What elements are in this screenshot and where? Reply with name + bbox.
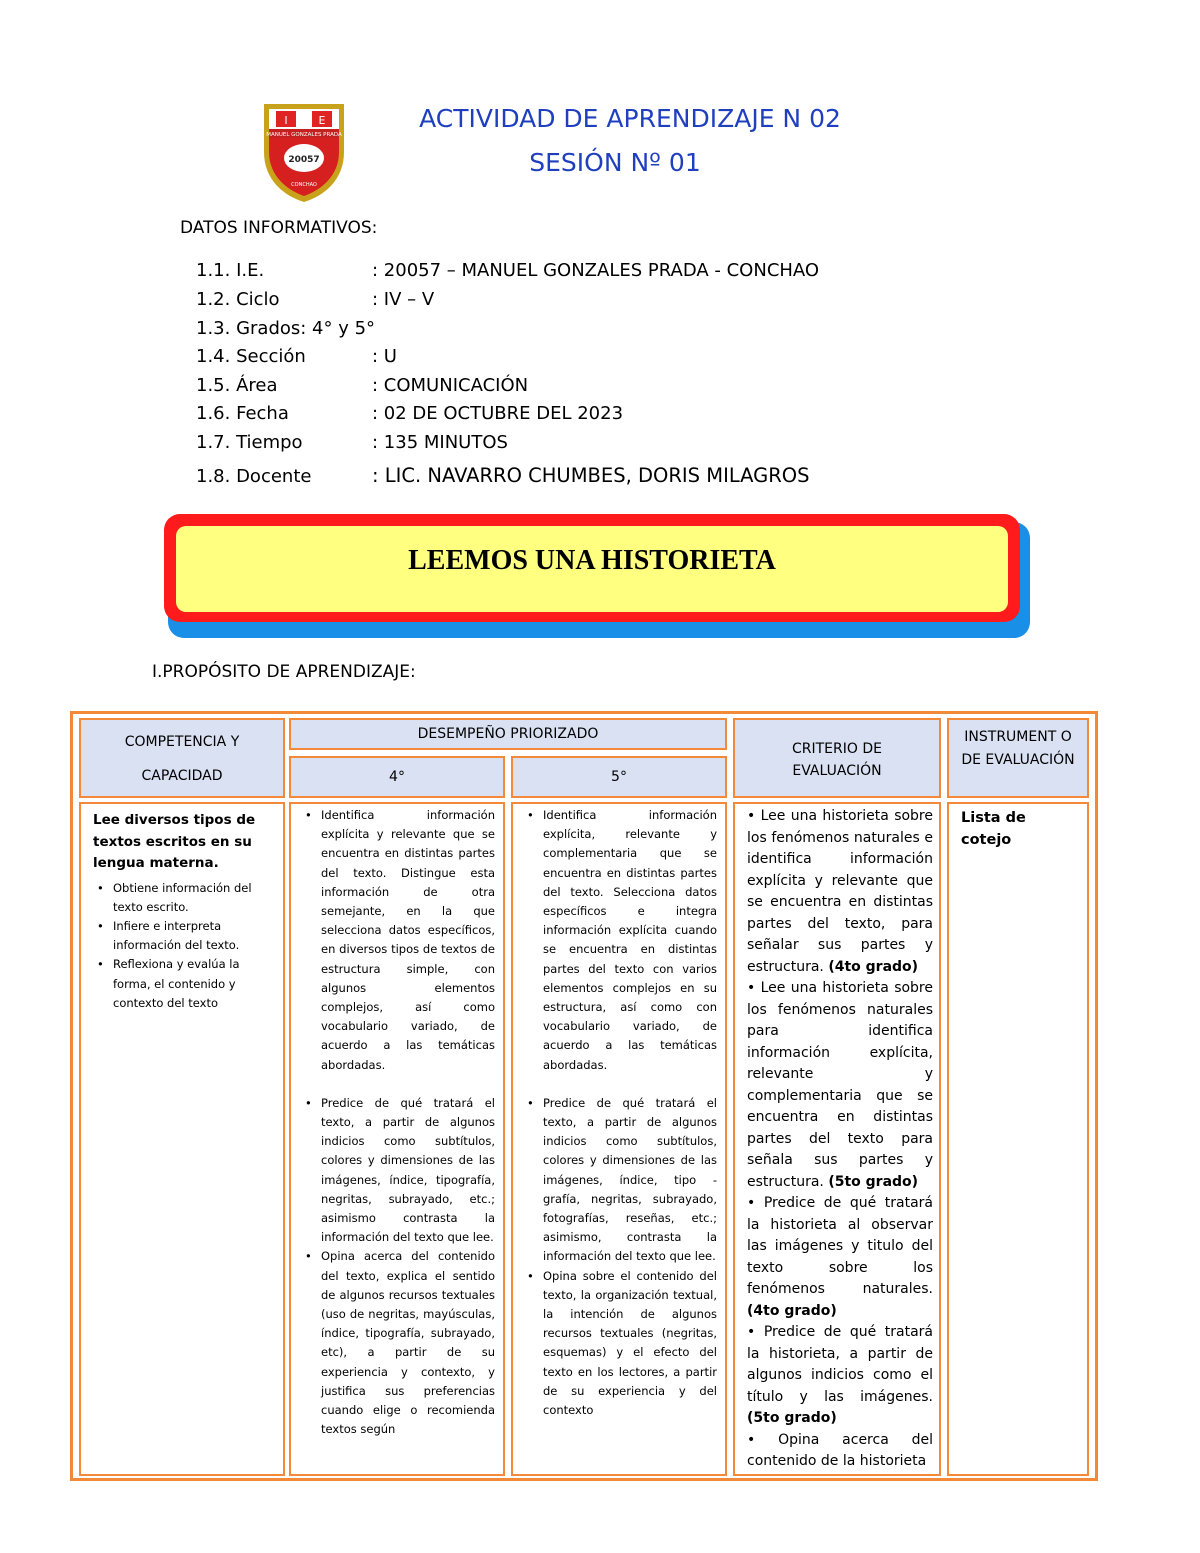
logo-letter-i: I [284, 114, 288, 127]
desempeno-item: • Identifica información explícita y relevante que se encuentra en distintas partes del texto. Distingue esta información de otra semejante, en la que selecciona datos específicos, en diversos tipos de textos de estructura simple, con algunos elementos complejos, así como vocabulario variado, de acuerdo a las temáticas abordadas. [321, 806, 495, 1075]
capacidades-list [93, 879, 273, 1013]
info-label: 1.5. Área [196, 375, 278, 396]
info-label: 1.6. Fecha [196, 403, 289, 424]
desempeno-5-list [523, 806, 717, 1420]
criterio-item: • Predice de qué tratará la historieta, a partir de algunos indicios como el título y las imágenes. (5to grado) [747, 1324, 934, 1426]
header-competencia [79, 718, 285, 798]
competencia-title: Lee diversos tipos de textos escritos en su lengua materna. [93, 812, 256, 871]
info-label: 1.3. Grados: 4° y 5° [196, 318, 376, 339]
criterio-text: Lee una historieta sobre los fenómenos naturales e identifica información explícita y relevante que se encuentra en distintas partes del texto, para señalar sus partes y estructura. [747, 808, 933, 975]
header-criterio: CRITERIO DE EVALUACIÓN [733, 718, 941, 798]
criterio-item: • Lee una historieta sobre los fenómenos naturales para identifica información explícita, relevante y complementaria que se encuentra en distintas partes del texto para señala sus partes y estructura. (5to grado) [747, 980, 933, 1190]
criterio-grade: (4to grado) [828, 958, 919, 975]
capacidad-item: • Infiere e interpreta información del texto. [113, 917, 273, 955]
criterio-text: Predice de qué tratará la historieta, a partir de algunos indicios como el título y las imágenes. [747, 1324, 934, 1405]
logo-place: CONCHAO [291, 182, 317, 188]
desempeno-item: • Predice de qué tratará el texto, a partir de algunos indicios como subtítulos, colores y dimensiones de las imágenes, índice, tipografía, negritas, subrayado, etc.; asimismo contrasta la información del texto que lee. [321, 1094, 495, 1248]
info-value: : 02 DE OCTUBRE DEL 2023 [372, 403, 624, 424]
capacidad-item: • Reflexiona y evalúa la forma, el contenido y contexto del texto [113, 955, 273, 1013]
info-label: 1.2. Ciclo [196, 289, 280, 310]
header-competencia-line1: COMPETENCIA Y [124, 734, 240, 750]
criterio-item: • Opina acerca del contenido de la historieta [747, 1431, 933, 1469]
info-value: : 135 MINUTOS [372, 432, 508, 453]
school-logo [258, 100, 350, 204]
info-label: 1.7. Tiempo [196, 432, 303, 453]
criterio-grade: (5to grado) [747, 1410, 837, 1426]
criterio-grade: (5to grado) [828, 1173, 919, 1190]
logo-letter-e: E [318, 114, 326, 127]
cell-criterios [733, 802, 941, 1476]
desempeno-item: • Opina acerca del contenido del texto, explica el sentido de algunos recursos textuales (uso de negritas, mayúsculas, índice, tipografía, subrayado, etc), a partir de su experiencia y contexto, y justifica sus preferencias cuando elige o recomienda textos según [321, 1247, 495, 1439]
criterio-text: Lee una historieta sobre los fenómenos naturales para identifica información explícita, relevante y complementaria que se encuentra en distintas partes del texto para señala sus partes y estructura. [747, 980, 933, 1190]
session-title: SESIÓN Nº 01 [529, 148, 701, 177]
info-label: 1.1. I.E. [196, 260, 265, 281]
info-value: : U [372, 346, 397, 367]
criterio-text: Opina acerca del contenido de la historieta [747, 1431, 933, 1469]
logo-number: 20057 [288, 155, 320, 165]
info-value: : 20057 – MANUEL GONZALES PRADA - CONCHAO [372, 260, 820, 281]
criterio-item: • Predice de qué tratará la historieta al observar las imágenes y titulo del texto sobre los fenómenos naturales. (4to grado) [747, 1195, 934, 1319]
info-value: : LIC. NAVARRO CHUMBES, DORIS MILAGROS [372, 464, 810, 487]
desempeno-item: • Identifica información explícita, relevante y complementaria que se encuentra en distintas partes del texto. Selecciona datos específicos e integra información explícita cuando se encuentra en distintas partes del texto con varios elementos complejos en su estructura, así como con vocabulario variado, de acuerdo a las temáticas abordadas. [543, 806, 717, 1075]
info-value: : COMUNICACIÓN [372, 375, 529, 396]
capacidad-item: • Obtiene información del texto escrito. [113, 879, 273, 917]
header-grado-4: 4° [289, 756, 505, 798]
desempeno-4-list [301, 806, 495, 1440]
header-desempeno: DESEMPEÑO PRIORIZADO [289, 718, 727, 750]
logo-school-name: MANUEL GONZALES PRADA [266, 132, 342, 138]
desempeno-item: • Opina sobre el contenido del texto, la organización textual, la intención de algunos recursos textuales (negritas, esquemas) y el efecto del texto en los lectores, a partir de su experiencia y del contexto [543, 1267, 717, 1421]
info-label: 1.8. Docente [196, 466, 312, 487]
session-banner-title: LEEMOS UNA HISTORIETA [408, 545, 776, 576]
cell-competencia [79, 802, 285, 1476]
info-label: 1.4. Sección [196, 346, 306, 367]
criterio-item: • Lee una historieta sobre los fenómenos naturales e identifica información explícita y relevante que se encuentra en distintas partes del texto, para señalar sus partes y estructura. (4to grado) [747, 808, 933, 975]
cell-desempeno-5 [511, 802, 727, 1476]
instrumento-value: Lista de cotejo [961, 810, 1026, 848]
desempeno-item: • Predice de qué tratará el texto, a partir de algunos indicios como subtítulos, colores y dimensiones de las imágenes, índice, tipo - grafía, negritas, subrayado, fotografías, reseñas, etc.; asimismo, contrasta la información del texto que lee. [543, 1094, 717, 1267]
activity-title: ACTIVIDAD DE APRENDIZAJE N 02 [419, 104, 841, 133]
info-value: : IV – V [372, 289, 435, 310]
header-competencia-line2: CAPACIDAD [141, 768, 223, 784]
header-instrumento: INSTRUMENT O DE EVALUACIÓN [947, 718, 1089, 798]
criterio-grade: (4to grado) [747, 1302, 837, 1319]
section-title: I.PROPÓSITO DE APRENDIZAJE: [152, 662, 416, 682]
criterio-text: Predice de qué tratará la historieta al observar las imágenes y titulo del texto sobre los fenómenos naturales. [747, 1195, 934, 1297]
cell-desempeno-4 [289, 802, 505, 1476]
criterios-list [747, 806, 933, 1473]
cell-instrumento [947, 802, 1089, 1476]
datos-heading: DATOS INFORMATIVOS: [180, 218, 378, 238]
header-grado-5: 5° [511, 756, 727, 798]
